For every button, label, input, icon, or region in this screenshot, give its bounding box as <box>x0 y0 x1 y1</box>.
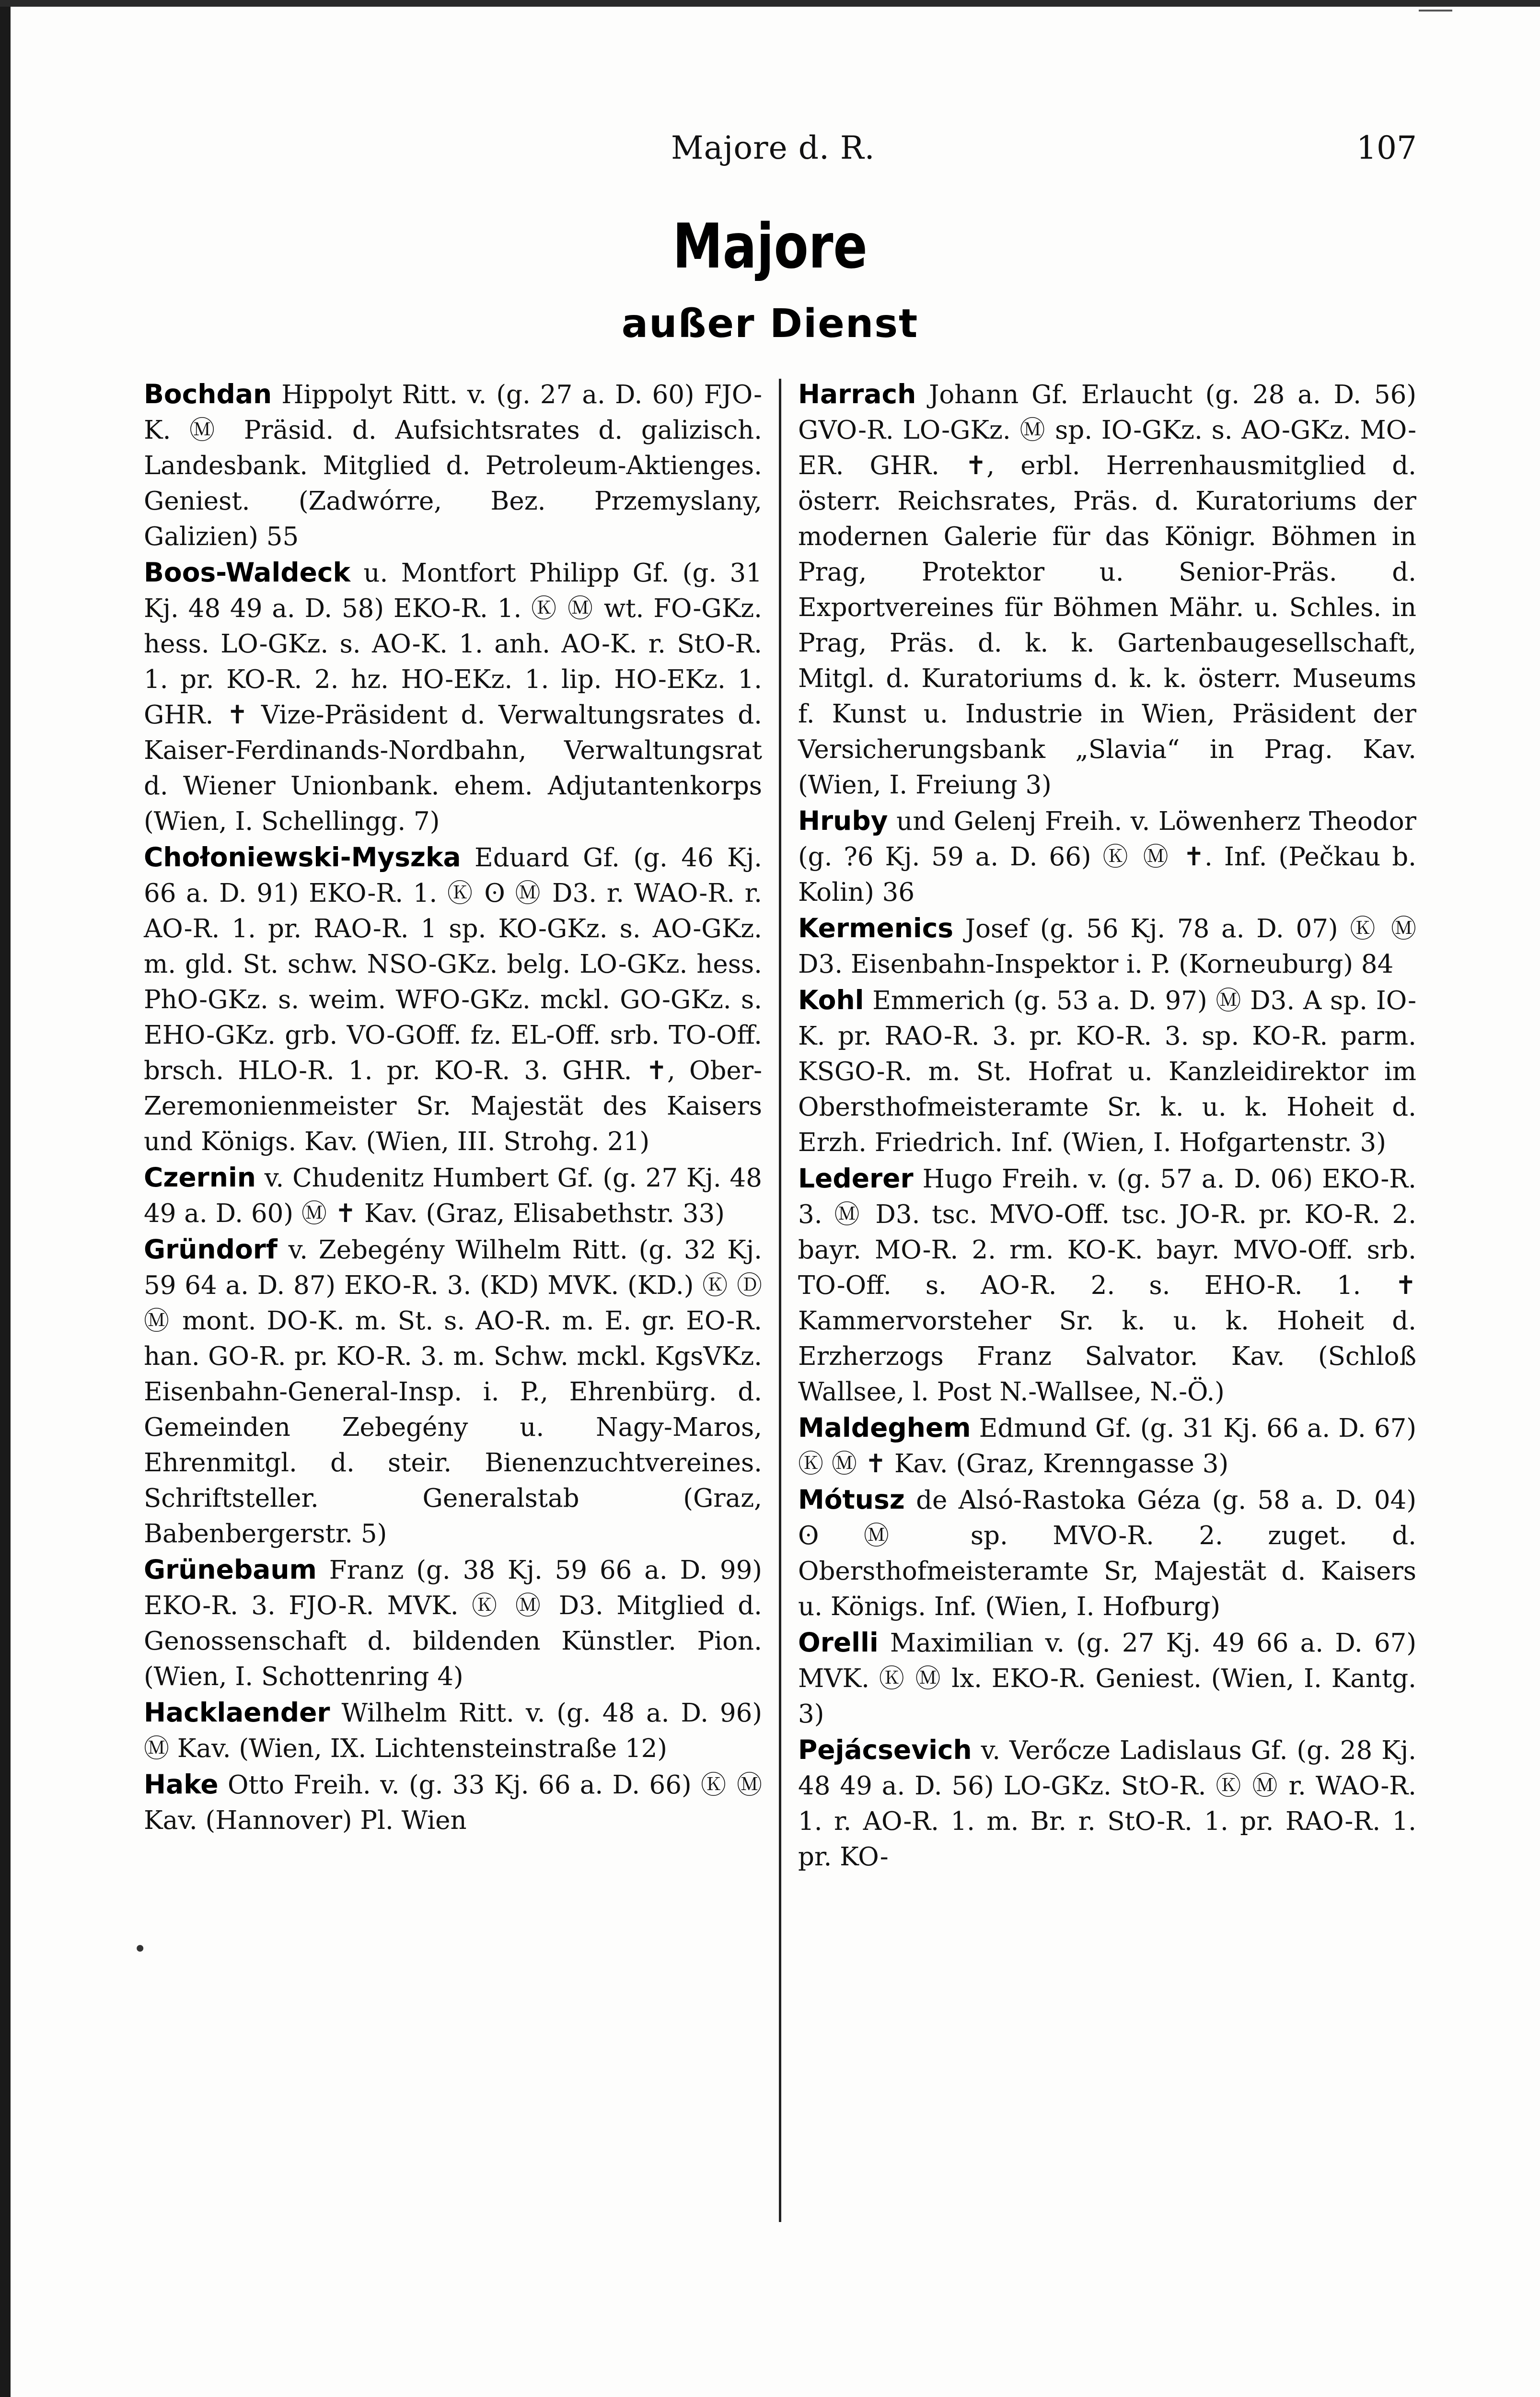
entry-name: Mótusz <box>798 1484 905 1515</box>
entry-text: Hippolyt Ritt. v. (g. 27 a. D. 60) FJO-K. Ⓜ Präsid. d. Aufsichtsrates d. galizisch. Landesbank. Mitglied d. Petroleum-Aktienges. Geniest. (Zadwórre, Bez. Przemyslany, Galizien) 55 <box>144 380 762 551</box>
entry-text: Johann Gf. Erlaucht (g. 28 a. D. 56) GVO-R. LO-GKz. Ⓜ sp. IO-GKz. s. AO-GKz. MO-ER. GHR. ✝, erbl. Herrenhausmitglied d. österr. Reichsrates, Präs. d. Kuratoriums der modernen Galerie für das Königr. Böhmen in Prag, Protektor u. Senior-Präs. d. Exportvereines für Böhmen Mähr. u. Schles. in Prag, Präs. d. k. k. Gartenbaugesellschaft, Mitgl. d. Kuratoriums d. k. k. österr. Museums f. Kunst u. Industrie in Wien, Präsident der Versicherungsbank „Slavia“ in Prag. Kav. (Wien, I. Freiung 3) <box>798 380 1416 800</box>
entry-name: Boos-Waldeck <box>144 557 351 588</box>
entry-text: Josef (g. 56 Kj. 78 a. D. 07) Ⓚ Ⓜ D3. Eisenbahn-Inspektor i. P. (Korneuburg) 84 <box>798 914 1416 979</box>
entry-name: Harrach <box>798 379 916 409</box>
section-subtitle: außer Dienst <box>621 301 919 347</box>
entry <box>798 1625 1416 1732</box>
entry-name: Hacklaender <box>144 1697 330 1728</box>
entry-name: Hruby <box>798 805 888 836</box>
entry-name: Gründorf <box>144 1234 278 1265</box>
page-top-edge <box>0 0 1540 7</box>
entry-text: u. Montfort Philipp Gf. (g. 31 Kj. 48 49 a. D. 58) EKO-R. 1. Ⓚ Ⓜ wt. FO-GKz. hess. LO-GKz. s. AO-K. 1. anh. AO-K. r. StO-R. 1. pr. KO-R. 2. hz. HO-EKz. 1. lip. HO-EKz. 1. GHR. ✝ Vize-Präsident d. Verwaltungsrates d. Kaiser-Ferdinands-Nordbahn, Verwaltungsrat d. Wiener Unionbank. ehem. Adjutantenkorps (Wien, I. Schellingg. 7) <box>144 559 762 836</box>
entry <box>798 376 1416 803</box>
entry-text: v. Verőcze Ladislaus Gf. (g. 28 Kj. 48 49 a. D. 56) LO-GKz. StO-R. Ⓚ Ⓜ r. WAO-R. 1. r. AO-R. 1. m. Br. r. StO-R. 1. pr. RAO-R. 1. pr. KO- <box>798 1736 1416 1872</box>
entry-name: Czernin <box>144 1162 256 1193</box>
entry <box>144 1552 762 1695</box>
entry <box>798 803 1416 910</box>
entry-text: v. Zebegény Wilhelm Ritt. (g. 32 Kj. 59 64 a. D. 87) EKO-R. 3. (KD) MVK. (KD.) Ⓚ Ⓓ Ⓜ mont. DO-K. m. St. s. AO-R. m. E. gr. EO-R. han. GO-R. pr. KO-R. 3. m. Schw. mckl. KgsVKz. Eisenbahn-General-Insp. i. P., Ehrenbürg. d. Gemeinden Zebegény u. Nagy-Maros, Ehrenmitgl. d. steir. Bienenzuchtvereines. Schriftsteller. Generalstab (Graz, Babenbergerstr. 5) <box>144 1235 762 1548</box>
entry-text: Edmund Gf. (g. 31 Kj. 66 a. D. 67) Ⓚ Ⓜ ✝ Kav. (Graz, Krenngasse 3) <box>798 1414 1416 1478</box>
column-divider <box>779 379 781 2222</box>
stray-mark: • <box>133 1936 147 1963</box>
running-head: Majore d. R. <box>671 129 875 166</box>
entry-name: Bochdan <box>144 379 272 409</box>
entry <box>144 1232 762 1552</box>
entry <box>144 1695 762 1767</box>
entry-name: Maldeghem <box>798 1412 971 1443</box>
entry-text: und Gelenj Freih. v. Löwenherz Theodor (g. ?6 Kj. 59 a. D. 66) Ⓚ Ⓜ ✝. Inf. (Pečkau b. Kolin) 36 <box>798 807 1416 907</box>
entry-text: Franz (g. 38 Kj. 59 66 a. D. 99) EKO-R. 3. FJO-R. MVK. Ⓚ Ⓜ D3. Mitglied d. Genossenschaft d. bildenden Künstler. Pion. (Wien, I. Schottenring 4) <box>144 1556 762 1691</box>
entry-text: de Alsó-Rastoka Géza (g. 58 a. D. 04) ʘ Ⓜ sp. MVO-R. 2. zuget. d. Obersthofmeisteramte Sr, Majestät d. Kaisers u. Königs. Inf. (Wien, I. Hofburg) <box>798 1486 1416 1621</box>
entry <box>144 839 762 1160</box>
page-number: 107 <box>1356 129 1417 166</box>
entry <box>798 910 1416 982</box>
entry-text: Emmerich (g. 53 a. D. 97) Ⓜ D3. A sp. IO-K. pr. RAO-R. 3. pr. KO-R. 3. sp. KO-R. parm. KSGO-R. m. St. Hofrat u. Kanzleidirektor im Obersthofmeisteramte Sr. k. u. k. Hoheit d. Erzh. Friedrich. Inf. (Wien, I. Hofgartenstr. 3) <box>798 986 1416 1157</box>
entry <box>798 1482 1416 1625</box>
section-title: Majore <box>672 211 868 282</box>
entry-name: Orelli <box>798 1627 879 1658</box>
right-column <box>798 376 1416 1875</box>
entry-name: Pejácsevich <box>798 1734 972 1765</box>
entry-text: Hugo Freih. v. (g. 57 a. D. 06) EKO-R. 3. Ⓜ D3. tsc. MVO-Off. tsc. JO-R. pr. KO-R. 2. bayr. MO-R. 2. rm. KO-K. bayr. MVO-Off. srb. TO-Off. s. AO-R. 2. s. EHO-R. 1. ✝ Kammervorsteher Sr. k. u. k. Hoheit d. Erzherzogs Franz Salvator. Kav. (Schloß Wallsee, l. Post N.-Wallsee, N.-Ö.) <box>798 1164 1416 1407</box>
entry <box>798 1410 1416 1482</box>
entry-text: v. Chudenitz Humbert Gf. (g. 27 Kj. 48 49 a. D. 60) Ⓜ ✝ Kav. (Graz, Elisabethstr. 33) <box>144 1164 762 1228</box>
entry-text: Eduard Gf. (g. 46 Kj. 66 a. D. 91) EKO-R. 1. Ⓚ ʘ Ⓜ D3. r. WAO-R. r. AO-R. 1. pr. RAO-R. 1 sp. KO-GKz. s. AO-GKz. m. gld. St. schw. NSO-GKz. belg. LO-GKz. hess. PhO-GKz. s. weim. WFO-GKz. mckl. GO-GKz. s. EHO-GKz. grb. VO-GOff. fz. EL-Off. srb. TO-Off. brsch. HLO-R. 1. pr. KO-R. 3. GHR. ✝, Ober-Zeremonienmeister Sr. Majestät des Kaisers und Königs. Kav. (Wien, III. Strohg. 21) <box>144 843 762 1156</box>
entry-text: Maximilian v. (g. 27 Kj. 49 66 a. D. 67) MVK. Ⓚ Ⓜ lx. EKO-R. Geniest. (Wien, I. Kantg. 3) <box>798 1629 1416 1729</box>
entry-name: Kermenics <box>798 913 954 943</box>
scan-artifact <box>1419 10 1452 12</box>
entry-text: Otto Freih. v. (g. 33 Kj. 66 a. D. 66) Ⓚ Ⓜ Kav. (Hannover) Pl. Wien <box>144 1770 762 1835</box>
entry-text: Wilhelm Ritt. v. (g. 48 a. D. 96) Ⓜ Kav. (Wien, IX. Lichtensteinstraße 12) <box>144 1699 762 1763</box>
entry <box>144 1160 762 1232</box>
entry <box>144 376 762 555</box>
page-edge-shadow <box>0 0 11 2397</box>
entry-name: Kohl <box>798 985 864 1015</box>
entry-name: Hake <box>144 1769 219 1800</box>
entry-name: Chołoniewski-Myszka <box>144 842 461 873</box>
entry-name: Lederer <box>798 1163 914 1194</box>
entry <box>798 1161 1416 1410</box>
left-column <box>144 376 762 1838</box>
entry <box>798 982 1416 1161</box>
entry <box>144 555 762 839</box>
entry <box>144 1767 762 1838</box>
entry <box>798 1732 1416 1875</box>
entry-name: Grünebaum <box>144 1554 317 1585</box>
